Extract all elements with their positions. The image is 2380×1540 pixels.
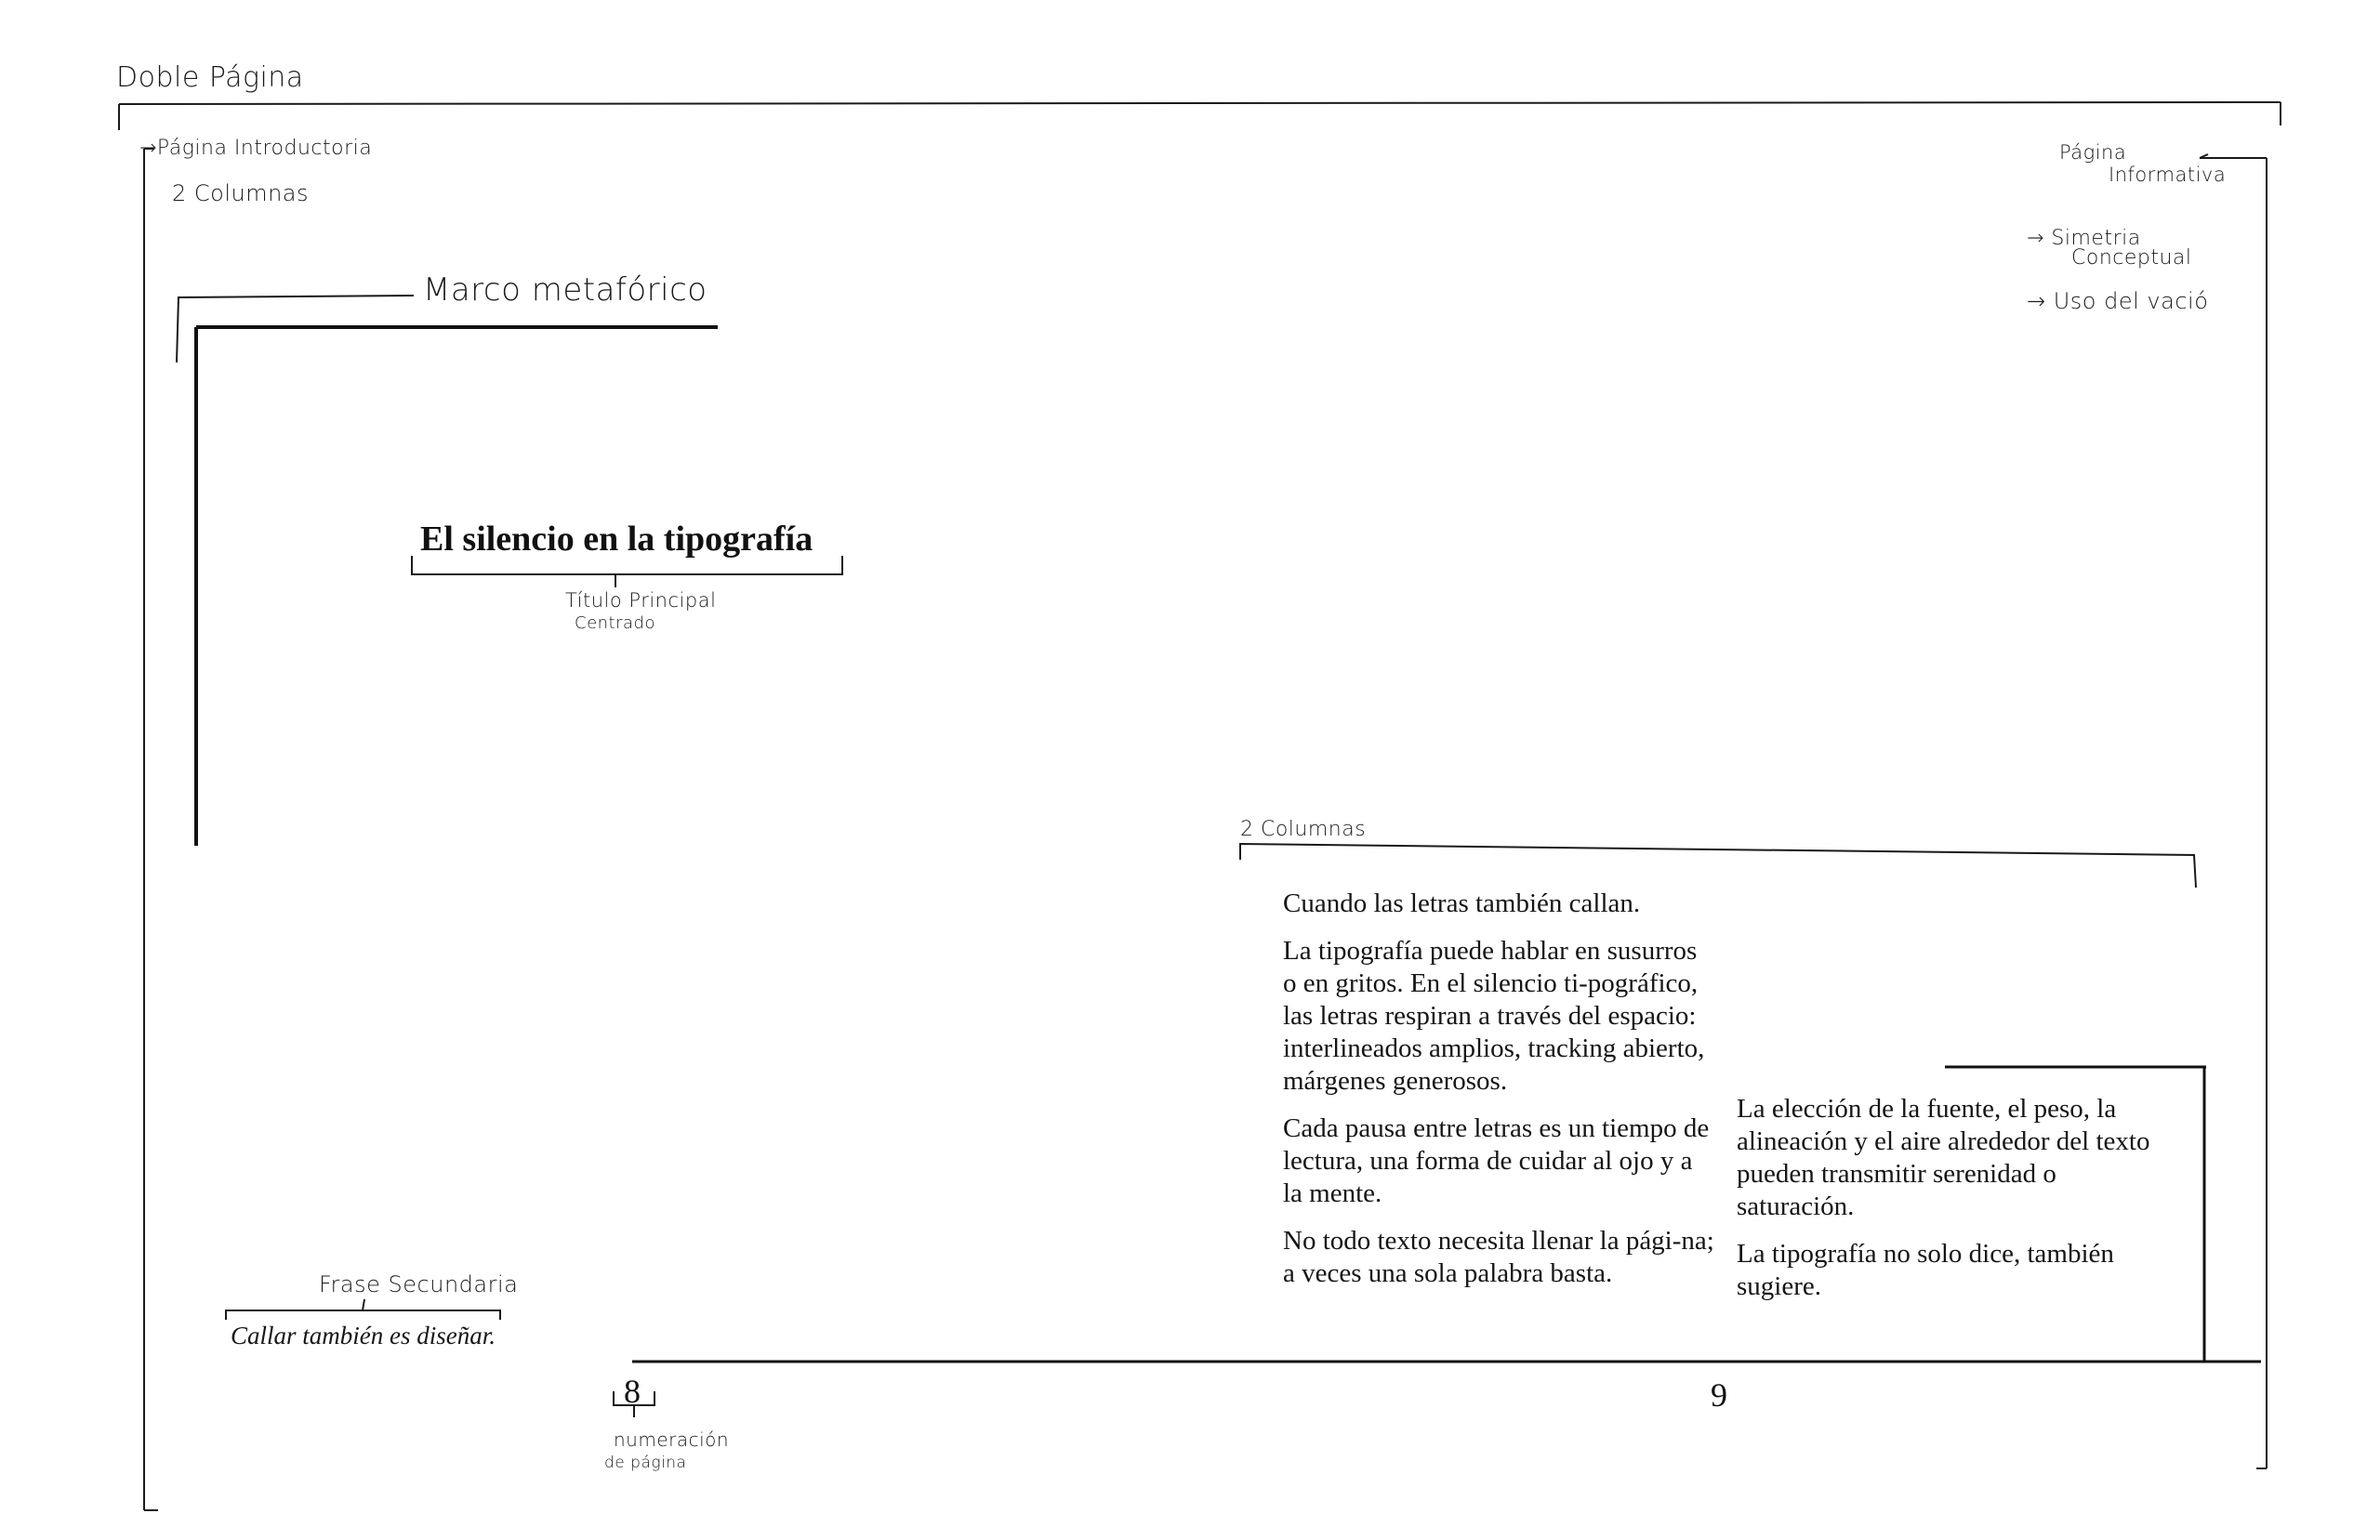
label-page-numbering-line1: numeración [614,1428,730,1451]
text-column-1 [1283,888,1715,1305]
label-metaphoric-frame: Marco metafórico [423,271,707,309]
label-main-title-line2: Centrado [575,613,655,633]
label-intro-columns: 2 Columnas [172,180,310,206]
label-intro-page: →Página Introductoria [139,137,373,160]
column1-paragraph: Cada pausa entre letras es un tiempo de lectura, una forma de cuidar al ojo y a la mente. [1283,1113,1710,1208]
column1-paragraph: Cuando las letras también callan. [1283,888,1641,918]
column2-paragraph: La elección de la fuente, el peso, la alineación y el aire alrededor del texto pueden transmitir serenidad o saturación. [1737,1094,2150,1221]
label-concept-symmetry-line1: → Simetria [2027,227,2141,250]
secondary-bracket-stem [363,1299,364,1310]
secondary-bracket [226,1310,500,1320]
page-title: El silencio en la tipografía [420,520,813,559]
label-concept-symmetry-line2: Conceptual [2071,246,2192,270]
label-two-columns: 2 Columnas [1240,818,1367,841]
label-main-title-line1: Título Principal [565,589,717,612]
label-concept-void: → Uso del vació [2027,288,2209,314]
column2-paragraph: La tipografía no solo dice, también sugiere. [1737,1239,2114,1301]
spread-top-border [119,102,2281,104]
column1-paragraph: No todo texto necesita llenar la pági-na; a veces una sola palabra basta. [1283,1226,1714,1288]
label-page-numbering-line2: de página [604,1454,687,1472]
label-secondary-phrase: Frase Secundaria [319,1271,519,1297]
page-number-left: 8 [624,1373,641,1410]
columns-bracket [1240,844,2196,888]
label-info-page-line2: Informativa [2109,164,2227,186]
label-spread: Doble Página [116,61,304,94]
column1-paragraph: La tipografía puede hablar en susurros o en gritos. En el silencio ti-pográfico, las letras respiran a través del espacio: interlineados amplios, tracking abierto, márgenes generosos. [1283,936,1705,1096]
page-number-right: 9 [1711,1376,1727,1414]
label-info-page-line1: Página [2059,141,2127,164]
text-column-2 [1737,1093,2169,1318]
secondary-phrase: Callar también es diseñar. [231,1322,496,1349]
